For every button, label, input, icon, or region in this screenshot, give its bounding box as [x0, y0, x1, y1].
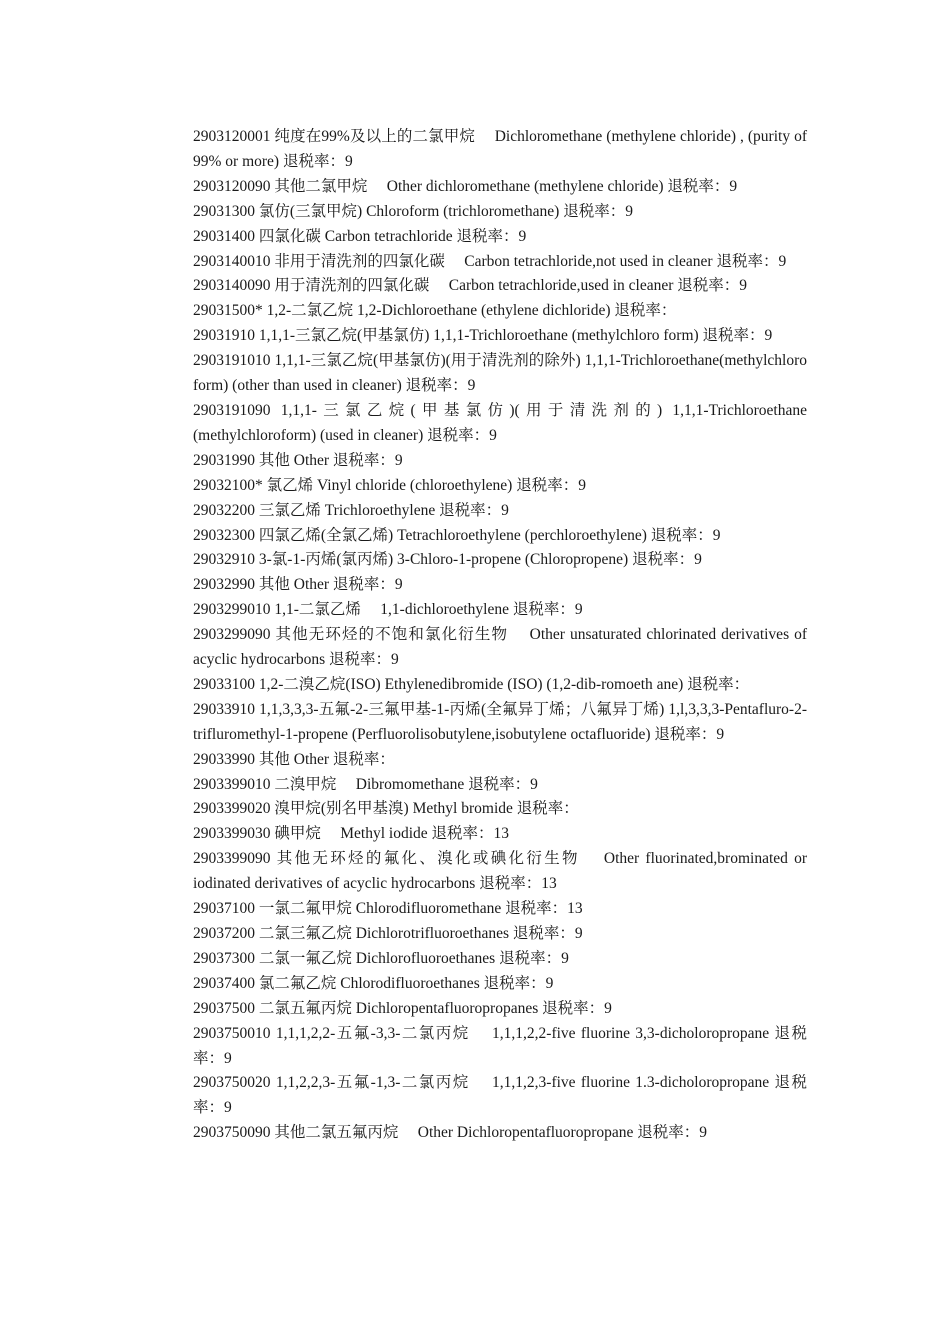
list-item: 2903750090 其他二氯五氟丙烷 Other Dichloropentafluoropropane 退税率：9 — [193, 1124, 708, 1142]
list-item: 29032200 三氯乙烯 Trichloroethylene 退税率：9 — [193, 501, 509, 519]
list-item: 2903750010 1,1,1,2,2-五氟-3,3-二氯丙烷 1,1,1,2,2-five fluorine 3,3-dicholoropropane 退税率：9 — [193, 1024, 807, 1067]
list-item: 2903120090 其他二氯甲烷 Other dichloromethane (methylene chloride) 退税率：9 — [193, 177, 738, 195]
list-item: 29032300 四氯乙烯(全氯乙烯) Tetrachloroethylene (perchloroethylene) 退税率：9 — [193, 526, 721, 544]
list-item: 29037500 二氯五氟丙烷 Dichloropentafluoropropanes 退税率：9 — [193, 999, 612, 1017]
list-item: 2903140090 用于清洗剂的四氯化碳 Carbon tetrachloride,used in cleaner 退税率：9 — [193, 277, 748, 295]
list-item: 2903140010 非用于清洗剂的四氯化碳 Carbon tetrachloride,not used in cleaner 退税率：9 — [193, 252, 787, 270]
list-item: 29037300 二氯一氟乙烷 Dichlorofluoroethanes 退税率：9 — [193, 949, 569, 967]
list-item: 29031500* 1,2-二氯乙烷 1,2-Dichloroethane (ethylene dichloride) 退税率： — [193, 302, 677, 320]
list-item: 29037200 二氯三氟乙烷 Dichlorotrifluoroethanes 退税率：9 — [193, 925, 583, 942]
list-item: 29031400 四氯化碳 Carbon tetrachloride 退税率：9 — [193, 227, 527, 245]
list-item: 29032990 其他 Other 退税率：9 — [193, 576, 403, 594]
list-item: 2903750020 1,1,2,2,3-五氟-1,3-二氯丙烷 1,1,1,2,3-five fluorine 1.3-dicholoropropane 退税率：9 — [193, 1074, 807, 1117]
list-item: 2903299090 其他无环烃的不饱和氯化衍生物 Other unsaturated chlorinated derivatives of acyclic hydrocarbons 退税率：9 — [193, 626, 807, 669]
list-item: 29033100 1,2-二溴乙烷(ISO) Ethylenedibromide (ISO) (1,2-dib-romoeth ane) 退税率： — [193, 675, 750, 693]
list-item: 2903399020 溴甲烷(别名甲基溴) Methyl bromide 退税率： — [193, 800, 579, 818]
list-item: 29037400 氯二氟乙烷 Chlorodifluoroethanes 退税率：9 — [193, 974, 554, 992]
list-item: 2903399030 碘甲烷 Methyl iodide 退税率：13 — [193, 825, 510, 843]
list-item: 29032910 3-氯-1-丙烯(氯丙烯) 3-Chloro-1-propene (Chloropropene) 退税率：9 — [193, 551, 702, 569]
list-item: 29037100 一氯二氟甲烷 Chlorodifluoromethane 退税率：13 — [193, 900, 583, 918]
list-item: 29031300 氯仿(三氯甲烷) Chloroform (trichloromethane) 退税率：9 — [193, 202, 633, 220]
list-item: 2903191010 1,1,1-三氯乙烷(甲基氯仿)(用于清洗剂的除外) 1,1,1-Trichloroethane(methylchloro form) (other than used in cleaner) 退税率：9 — [193, 352, 807, 395]
list-item: 2903299010 1,1-二氯乙烯 1,1-dichloroethylene 退税率：9 — [193, 601, 583, 619]
list-item: 29031990 其他 Other 退税率：9 — [193, 451, 403, 469]
list-item: 29031910 1,1,1-三氯乙烷(甲基氯仿) 1,1,1-Trichloroethane (methylchloro form) 退税率：9 — [193, 327, 773, 345]
list-item: 2903191090 1,1,1-三氯乙烷(甲基氯仿)(用于清洗剂的) 1,1,1-Trichloroethane (methylchloroform) (used in cleaner) 退税率：9 — [193, 401, 807, 444]
list-item: 29033990 其他 Other 退税率： — [193, 750, 395, 768]
list-item: 29033910 1,1,3,3,3-五氟-2-三氟甲基-1-丙烯(全氟异丁烯；八氟异丁烯) 1,l,3,3,3-Pentafluro-2-trifluromethyl-1-propene (Perfluorolisobutylene,isobutylene octafluoride) 退税率：9 — [193, 700, 807, 743]
tariff-list — [193, 125, 807, 1146]
list-item: 2903120001 纯度在99%及以上的二氯甲烷 Dichloromethane (methylene chloride) , (purity of 99% or more) 退税率：9 — [193, 128, 807, 170]
list-item: 29032100* 氯乙烯 Vinyl chloride (chloroethylene) 退税率：9 — [193, 476, 586, 494]
list-item: 2903399090 其他无环烃的氟化、溴化或碘化衍生物 Other fluorinated,brominated or iodinated derivatives of acyclic hydrocarbons 退税率：13 — [193, 850, 807, 893]
list-item: 2903399010 二溴甲烷 Dibromomethane 退税率：9 — [193, 775, 538, 793]
